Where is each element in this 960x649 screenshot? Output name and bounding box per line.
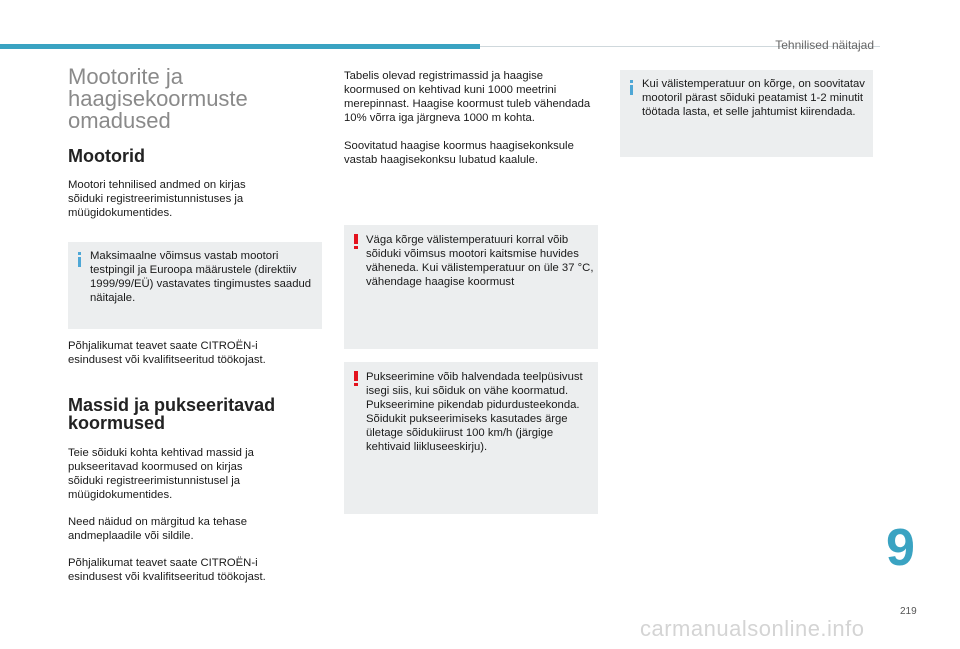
temperature-warning-box: [344, 225, 598, 349]
warning-icon: [354, 371, 358, 386]
engines-paragraph-2: Põhjalikumat teavet saate CITROËN-i esindusest või kvalifitseeritud töökojast.: [68, 340, 266, 366]
section-title: Tehnilised näitajad: [775, 38, 874, 52]
masses-paragraph-3: Põhjalikumat teavet saate CITROËN-i esindusest või kvalifitseeritud töökojast.: [68, 557, 266, 583]
engines-paragraph-1: Mootori tehnilised andmed on kirjas sõiduki registreerimistunnistuses ja müügidokumentides.: [68, 179, 246, 219]
temperature-warning-text: Väga kõrge välistemperatuuri korral võib sõiduki võimsus mootori kaitsmise huvides väheneda. Kui välistemperatuur on üle 37 °C, vähendage haagise koormust: [366, 234, 594, 288]
towing-warning-text: Pukseerimine võib halvendada teelpüsivust isegi siis, kui sõiduk on vähe koormatud. Pukseerimine pikendab pidurdusteekonda. Sõidukit pukseerimiseks kasutades ärge ületage sõidukiirust 100 km/h (järgige kehtivaid liikluseeskirju).: [366, 371, 583, 453]
engines-info-text: Maksimaalne võimsus vastab mootori testpingil ja Euroopa määrustele (direktiiv 1999/99/EÜ) vastavates tingimustes saadud näitajale.: [90, 250, 312, 304]
info-icon: [78, 252, 81, 267]
page-title: Mootorite ja haagisekoormuste omadused: [68, 64, 248, 133]
col2-paragraph-1: Tabelis olevad registrimassid ja haagise koormused on kehtivad kuni 1000 meetrini merepinnast. Haagise koormust tuleb vähendada 10% võrra iga järgneva 1000 m kohta.: [344, 70, 591, 124]
page-number: 219: [900, 606, 917, 617]
towing-warning-box: [344, 362, 598, 514]
watermark: carmanualsonline.info: [640, 616, 865, 641]
cooling-info-text: Kui välistemperatuur on kõrge, on soovitatav mootoril pärast sõiduki peatamist 1-2 minutit töötada lasta, et selle jahtumist kiirendada.: [642, 78, 865, 118]
masses-paragraph-2: Need näidud on märgitud ka tehase andmeplaadile või sildile.: [68, 516, 247, 542]
masses-paragraph-1: Teie sõiduki kohta kehtivad massid ja pukseeritavad koormused on kirjas sõiduki registreerimistunnistusel ja müügidokumentides.: [68, 447, 254, 501]
engines-info-box: [68, 242, 322, 329]
cooling-info-box: [620, 70, 873, 157]
chapter-number: 9: [886, 519, 915, 577]
header-accent-bar: [0, 44, 480, 49]
info-icon: [630, 80, 633, 95]
warning-icon: [354, 234, 358, 249]
engines-heading: Mootorid: [68, 146, 145, 166]
masses-heading: Massid ja pukseeritavad koormused: [68, 395, 276, 433]
col2-paragraph-2: Soovitatud haagise koormus haagisekonksule vastab haagisekonksu lubatud kaalule.: [344, 140, 574, 166]
